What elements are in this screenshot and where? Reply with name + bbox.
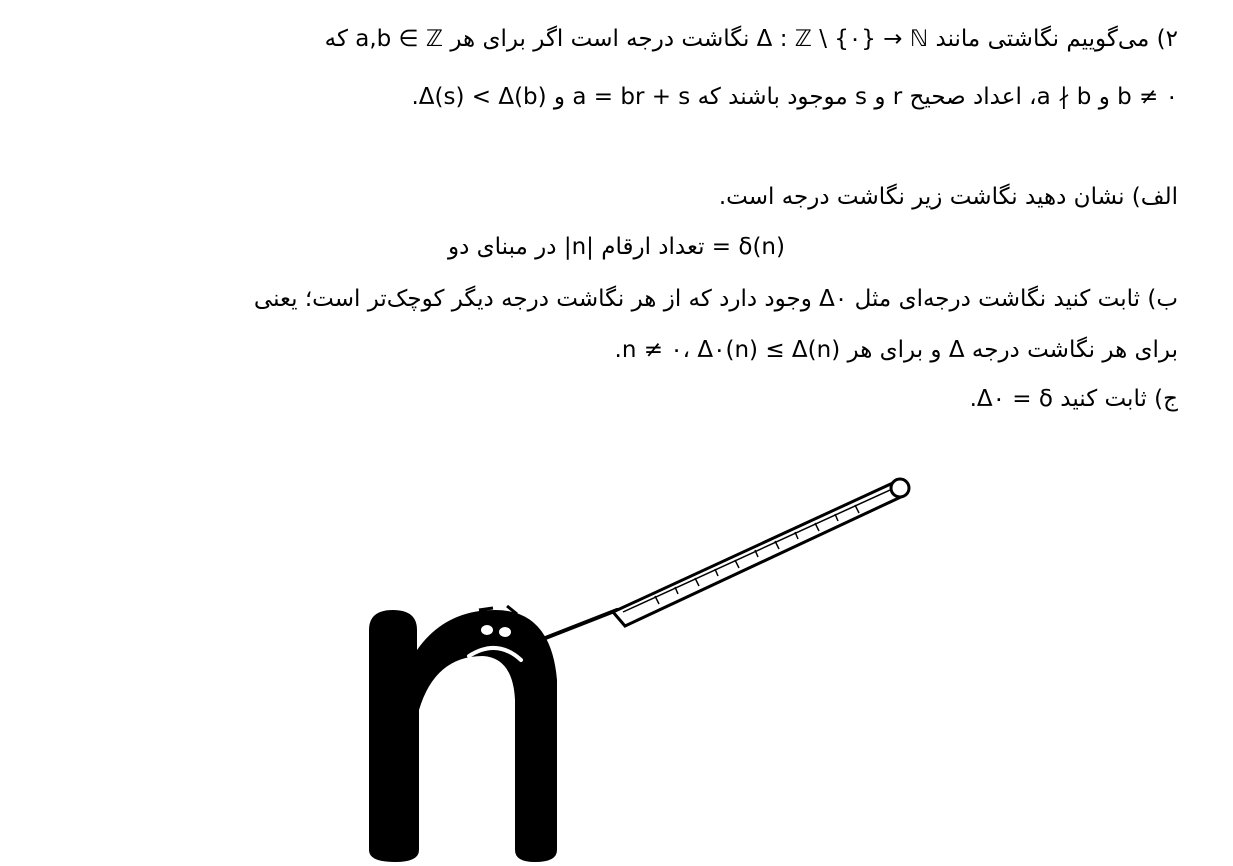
sick-letter-n-illustration <box>355 470 915 866</box>
part-b-line-2: برای هر نگاشت درجه Δ و برای هر n ≠ ۰، Δ۰(n) ≤ Δ(n). <box>614 337 1178 363</box>
part-b-line-1: ب) ثابت کنید نگاشت درجه‌ای مثل Δ۰ وجود دارد که از هر نگاشت درجه دیگر کوچک‌تر است؛ یعنی <box>253 286 1178 312</box>
letter-n-character <box>369 610 557 862</box>
part-a-text: الف) نشان دهید نگاشت زیر نگاشت درجه است. <box>718 184 1178 210</box>
problem-line-2: b ≠ ۰ و a ∤ b، اعداد صحیح r و s موجود باشند که a = br + s و Δ(s) < Δ(b). <box>411 84 1178 110</box>
problem-line-1: ۲) می‌گوییم نگاشتی مانند Δ : ℤ \ {۰} → ℕ نگاشت درجه است اگر برای هر a,b ∈ ℤ که <box>324 26 1178 52</box>
thermometer-icon <box>525 479 909 646</box>
part-c-text: ج) ثابت کنید Δ۰ = δ. <box>969 386 1178 412</box>
part-a-formula: δ(n) = تعداد ارقام |n| در مبنای دو <box>448 234 785 260</box>
